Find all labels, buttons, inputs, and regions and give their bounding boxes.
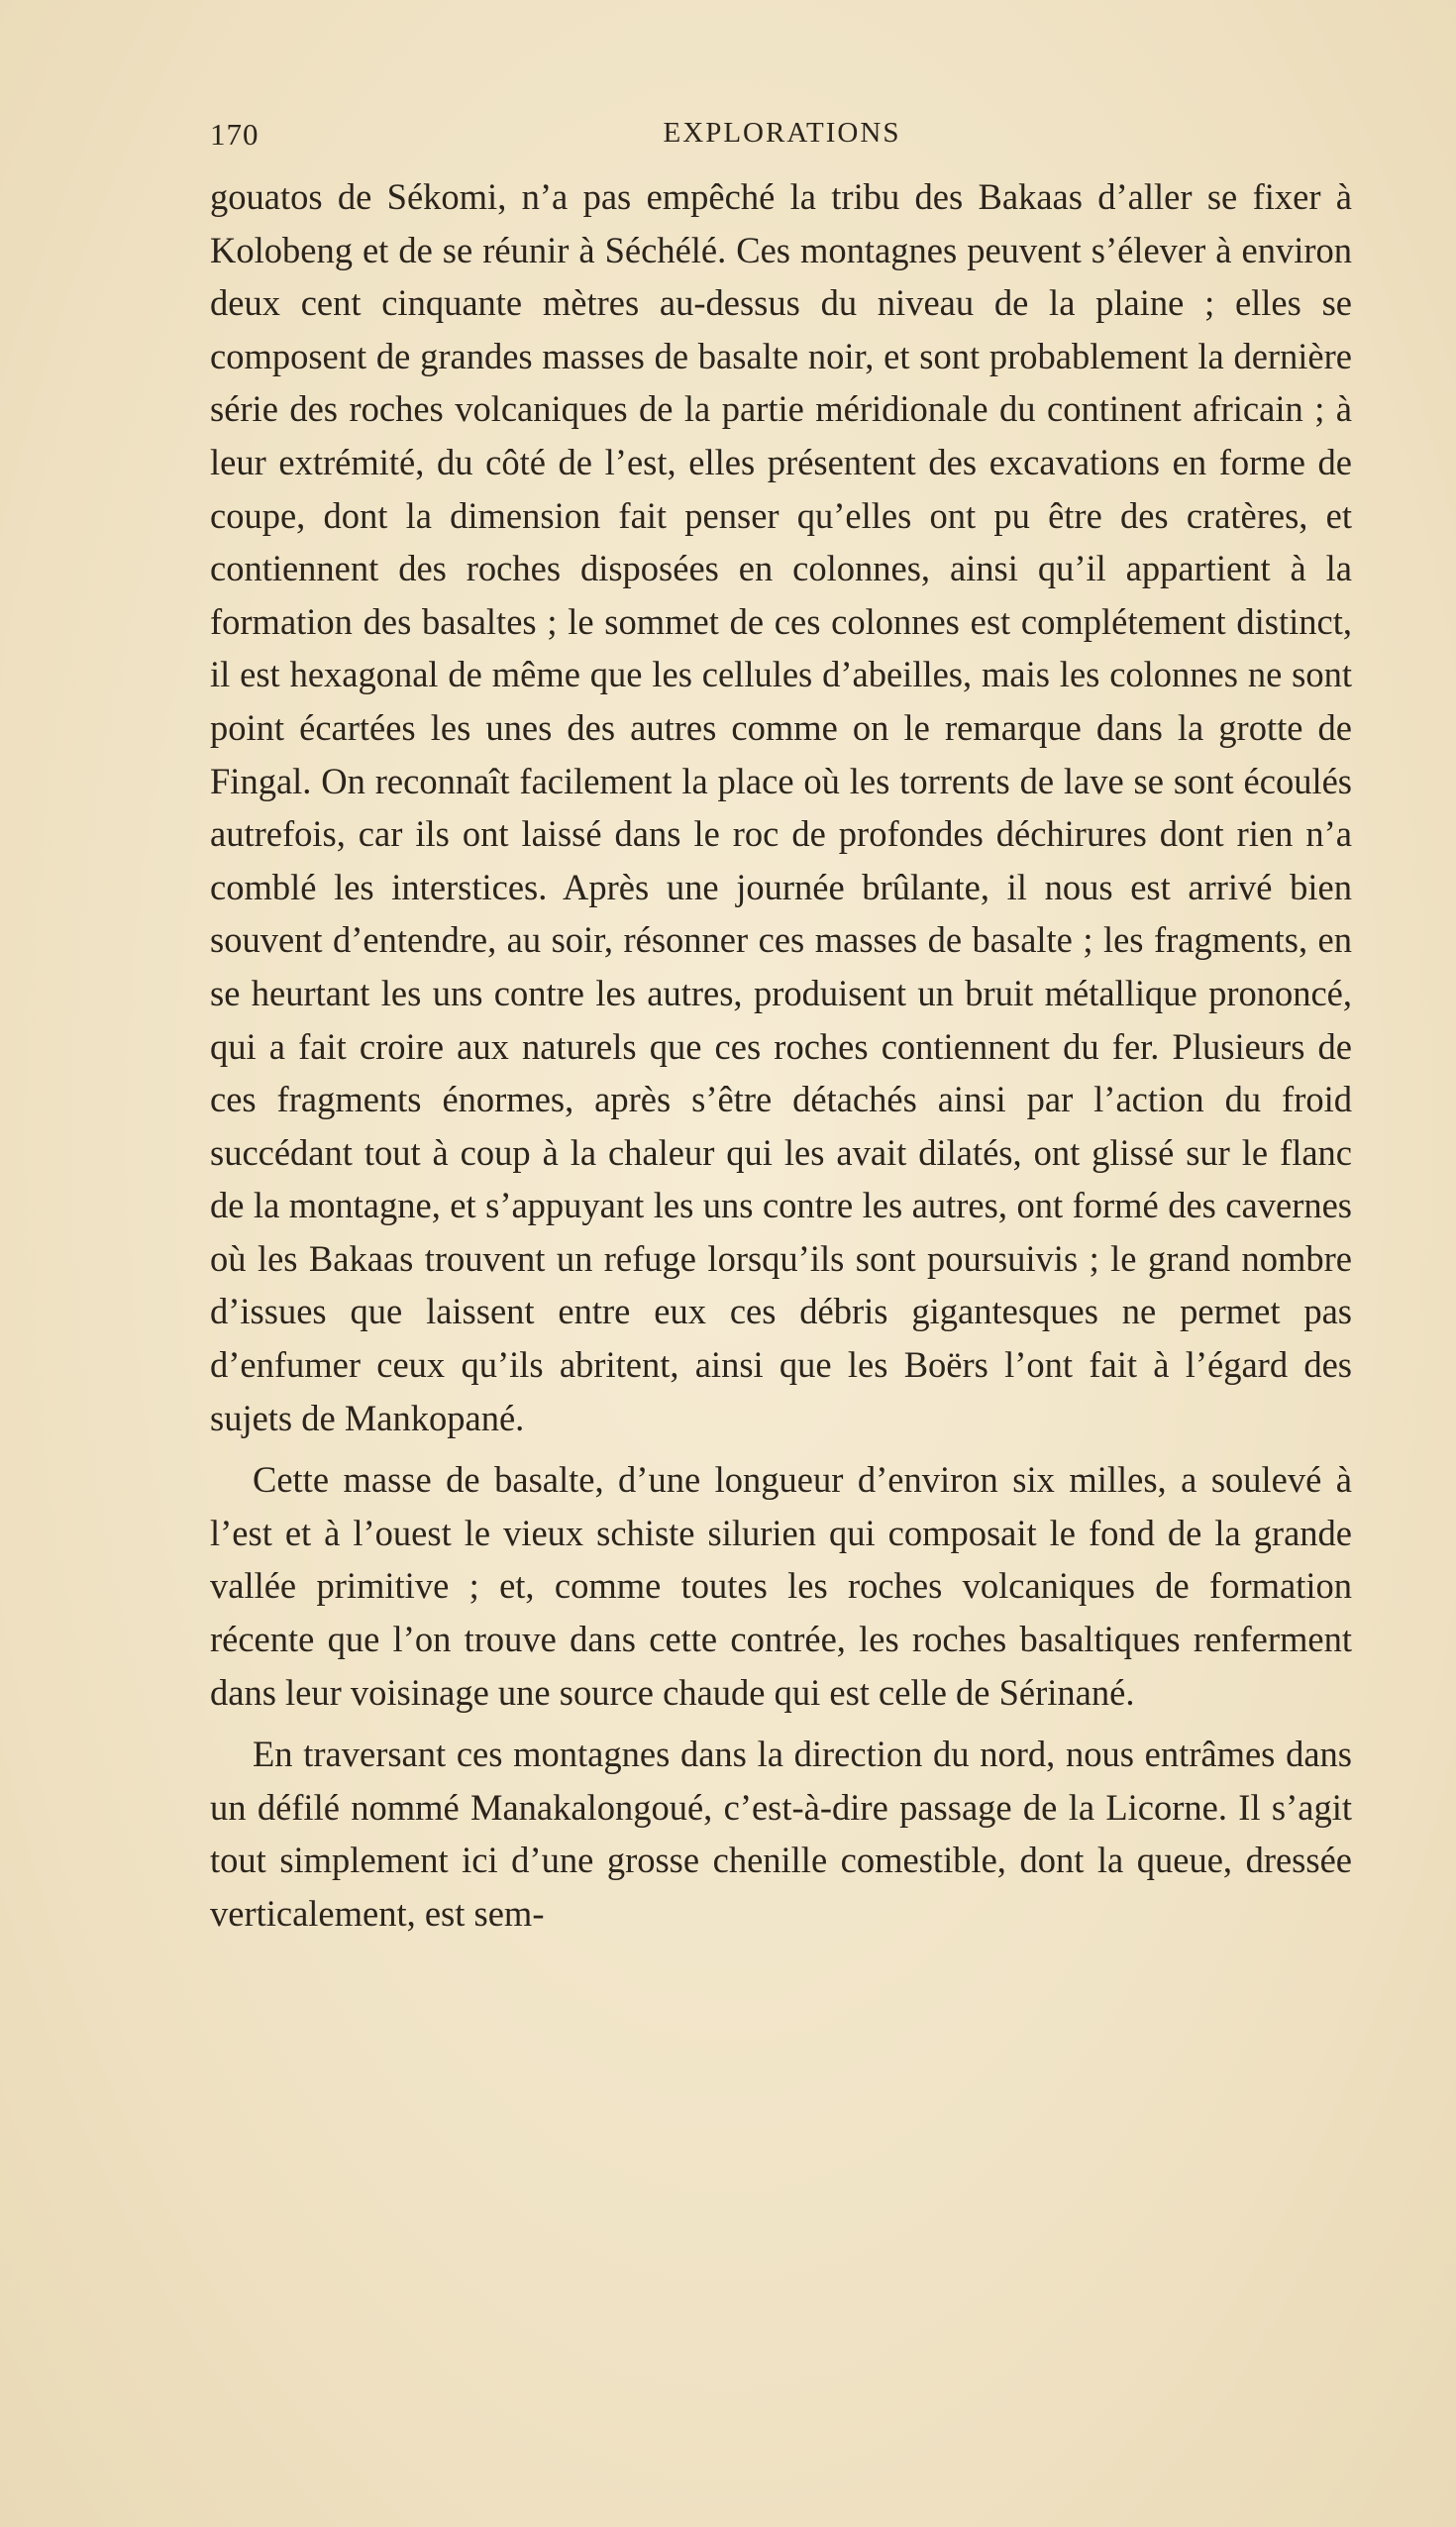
body-text [210, 170, 1352, 1941]
paragraph-1: gouatos de Sékomi, n’a pas empêché la tribu des Bakaas d’aller se fixer à Kolobeng et de se réunir à Séchélé. Ces montagnes peuvent s’élever à environ deux cent cinquante mètres au-dessus du niveau de la plaine ; elles se composent de grandes masses de basalte noir, et sont probablement la dernière série des roches volcaniques de la partie méridionale du continent africain ; à leur extrémité, du côté de l’est, elles présentent des excavations en forme de coupe, dont la dimension fait penser qu’elles ont pu être des cratères, et contiennent des roches disposées en colonnes, ainsi qu’il appartient à la formation des basaltes ; le sommet de ces colonnes est complétement distinct, il est hexagonal de même que les cellules d’abeilles, mais les colonnes ne sont point écartées les unes des autres comme on le remarque dans la grotte de Fingal. On reconnaît facilement la place où les torrents de lave se sont écoulés autrefois, car ils ont laissé dans le roc de profondes déchirures dont rien n’a comblé les interstices. Après une journée brûlante, il nous est arrivé bien souvent d’entendre, au soir, résonner ces masses de basalte ; les fragments, en se heurtant les uns contre les autres, produisent un bruit métallique prononcé, qui a fait croire aux naturels que ces roches contiennent du fer. Plusieurs de ces fragments énormes, après s’être détachés ainsi par l’action du froid succédant tout à coup à la chaleur qui les avait dilatés, ont glissé sur le flanc de la montagne, et s’appuyant les uns contre les autres, ont formé des cavernes où les Bakaas trouvent un refuge lorsqu’ils sont poursuivis ; le grand nombre d’issues que laissent entre eux ces débris gigantesques ne permet pas d’enfumer ceux qu’ils abritent, ainsi que les Boërs l’ont fait à l’égard des sujets de Mankopané. [210, 176, 1352, 1438]
page-header [210, 117, 1354, 160]
page-number: 170 [210, 117, 260, 152]
paragraph-2: Cette masse de basalte, d’une longueur d’environ six milles, a soulevé à l’est et à l’ouest le vieux schiste silurien qui composait le fond de la grande vallée primitive ; et, comme toutes les roches volcaniques de formation récente que l’on trouve dans cette contrée, les roches basaltiques renferment dans leur voisinage une source chaude qui est celle de Sérinané. [210, 1459, 1352, 1713]
paragraph-3: En traversant ces montagnes dans la direction du nord, nous entrâmes dans un défilé nommé Manakalongoué, c’est-à-dire passage de la Licorne. Il s’agit tout simplement ici d’une grosse chenille comestible, dont la queue, dressée verticalement, est sem- [210, 1734, 1352, 1934]
running-title: EXPLORATIONS [663, 117, 901, 149]
